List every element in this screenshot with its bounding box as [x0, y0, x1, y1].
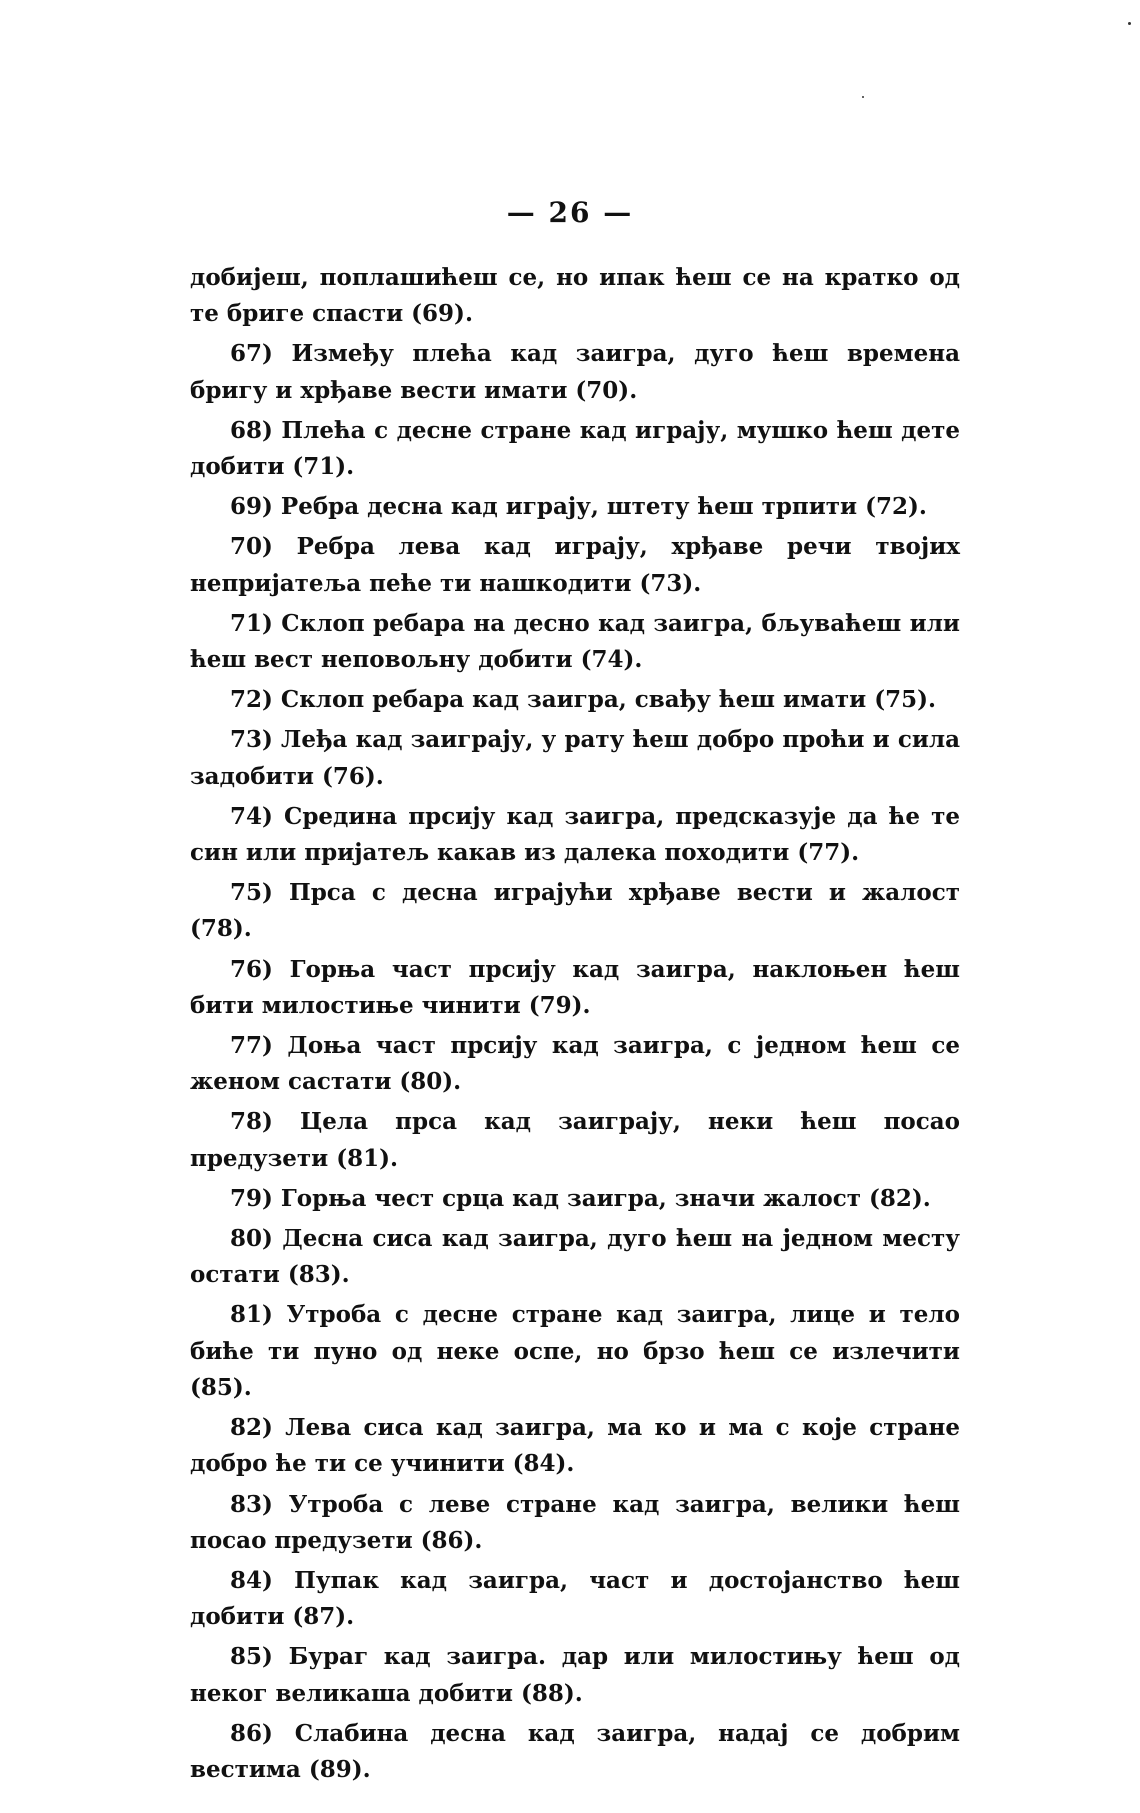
paragraph-entry-84: 84) Пупак кад заигра, част и достојанство ћеш добити (87). — [190, 1566, 960, 1631]
page-number: — 26 — — [506, 196, 634, 229]
paragraph-entry-86: 86) Слабина десна кад заигра, надај се добрим вестима (89). — [190, 1719, 960, 1783]
paragraph-entry-70: 70) Ребра лева кад играју, хрђаве речи твојих непријатеља пеће ти нашкодити (73). — [190, 533, 960, 597]
paragraph-entry-83: 83) Утроба с леве стране кад заигра, велики ћеш посао предузети (86). — [190, 1490, 960, 1554]
paragraph-entry-74: 74) Средина прсију кад заигра, предсказује да ће те син или пријатељ какав из далека походити (77). — [190, 802, 960, 867]
paragraph-entry-81: 81) Утроба с десне стране кад заигра, лице и тело биће ти пуно од неке оспе, но брзо ћеш се излечити (85). — [190, 1301, 960, 1401]
paragraph-entry-72: 72) Склоп ребара кад заигра, свађу ћеш имати (75). — [230, 686, 937, 714]
paragraph-entry-67: 67) Између плећа кад заигра, дуго ћеш времена бригу и хрђаве вести имати (70). — [190, 340, 960, 404]
paragraph-entry-68: 68) Плећа с десне стране кад играју, мушко ћеш дете добити (71). — [190, 416, 960, 481]
paragraph-entry-85: 85) Бураг кад заигра. дар или милостињу ћеш од неког великаша добити (88). — [190, 1643, 960, 1707]
paragraph-entry-77: 77) Доња част прсију кад заигра, с једном ћеш се женом састати (80). — [190, 1032, 960, 1096]
paragraph-continuation: добијеш, поплашићеш се, но ипак ћеш се на кратко од те бриге спасти (69). — [190, 264, 960, 328]
scan-speck — [1128, 22, 1131, 25]
paragraph-entry-78: 78) Цела прса кад заиграју, неки ћеш посао предузети (81). — [190, 1108, 960, 1172]
paragraph-entry-73: 73) Леђа кад заиграју, у рату ћеш добро проћи и сила задобити (76). — [190, 726, 960, 790]
paragraph-entry-69: 69) Ребра десна кад играју, штету ћеш трпити (72). — [230, 493, 927, 521]
paragraph-entry-80: 80) Десна сиса кад заигра, дуго ћеш на једном месту остати (83). — [190, 1225, 960, 1289]
paragraph-entry-76: 76) Горња част прсију кад заигра, наклоњен ћеш бити милостиње чинити (79). — [190, 955, 960, 1019]
paragraph-entry-79: 79) Горња чест срца кад заигра, значи жалост (82). — [230, 1184, 931, 1212]
paragraph-entry-75: 75) Прса с десна играјући хрђаве вести и жалост (78). — [190, 879, 960, 943]
paragraph-entry-71: 71) Склоп ребара на десно кад заигра, бљуваћеш или ћеш вест неповољну добити (74). — [190, 609, 960, 674]
body-text — [190, 260, 960, 1792]
paragraph-entry-82: 82) Лева сиса кад заигра, ма ко и ма с које стране добро ће ти се учинити (84). — [190, 1414, 960, 1478]
scan-speck — [862, 96, 864, 98]
